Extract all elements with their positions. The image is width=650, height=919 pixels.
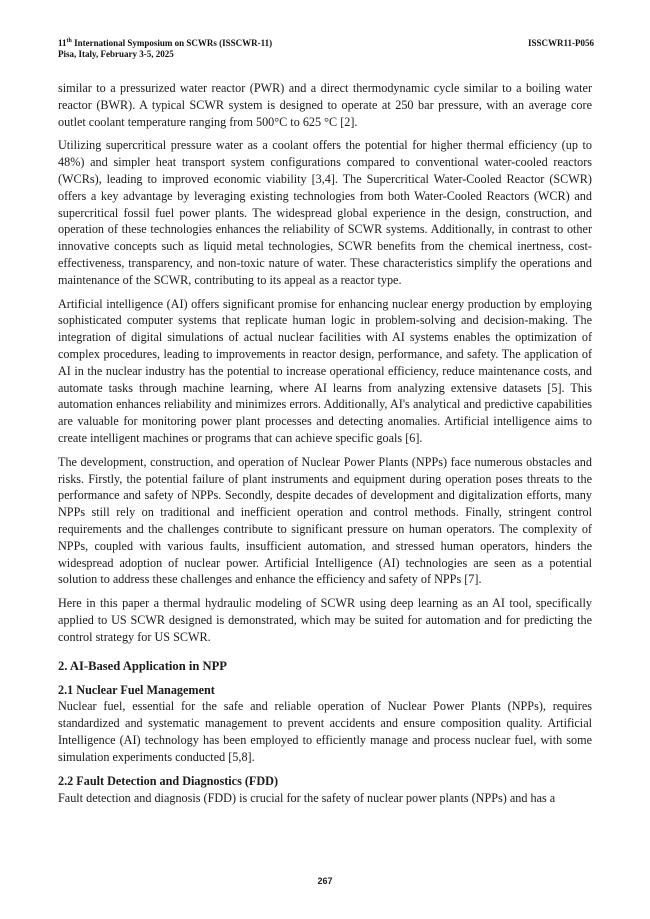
paragraph-paper-scope: Here in this paper a thermal hydraulic modeling of SCWR using deep learning as an AI tool, specifically applied to US SCWR designed is demonstrated, which may be suited for automation and for predicting the control strategy for US SCWR.	[58, 596, 592, 644]
subsection-heading-2-2: 2.2 Fault Detection and Diagnostics (FDD)	[58, 774, 279, 789]
paper-id: ISSCWR11-P056	[527, 38, 594, 48]
running-header-left	[58, 38, 272, 60]
conference-name	[58, 38, 272, 49]
conference-location-date: Pisa, Italy, February 3-5, 2025	[58, 49, 174, 59]
paragraph-fdd: Fault detection and diagnosis (FDD) is crucial for the safety of nuclear power plants (NPPs) and has a	[58, 791, 556, 806]
paragraph-fuel-management: Nuclear fuel, essential for the safe and reliable operation of Nuclear Power Plants (NPPs), requires standardized and systematic management to prevent accidents and ensure composition quality. Artificial Intelligence (AI) technology has been employed to efficiently manage and process nuclear fuel, with some simulation experiments conducted [5,8].	[58, 699, 592, 764]
paragraph-scwr-cycle: similar to a pressurized water reactor (PWR) and a direct thermodynamic cycle similar to a boiling water reactor (BWR). A typical SCWR system is designed to operate at 250 bar pressure, with an average core outlet coolant temperature ranging from 500°C to 625 °C [2].	[58, 81, 592, 129]
paragraph-ai-promise: Artificial intelligence (AI) offers significant promise for enhancing nuclear energy production by employing sophisticated computer systems that replicate human logic in problem-solving and decision-making. The integration of digital simulations of actual nuclear facilities with AI systems enables the optimization of complex procedures, leading to improvements in reactor design, performance, and safety. The application of AI in the nuclear industry has the potential to increase operational efficiency, reduce maintenance costs, and automate tasks through machine learning, where AI learns from analyzing extensive datasets [5]. This automation enhances reliability and minimizes errors. Additionally, AI's analytical and predictive capabilities are valuable for monitoring power plant processes and detecting anomalies. Artificial intelligence aims to create intelligent machines or programs that can achieve specific goals [6].	[58, 296, 592, 445]
paragraph-supercritical-advantages: Utilizing supercritical pressure water as a coolant offers the potential for higher thermal efficiency (up to 48%) and simpler heat transport system configurations compared to conventional water-cooled reactors (WCRs), leading to improved economic viability [3,4]. The Supercritical Water-Cooled Reactor (SCWR) offers a key advantage by leveraging existing technologies from both Water-Cooled Reactors (WCR) and supercritical fossil fuel power plants. The widespread global experience in the design, construction, and operation of these technologies enhances the reliability of SCWR systems. Additionally, in contrast to other innovative concepts such as liquid metal technologies, SCWR benefits from the chemical inertness, cost-effectiveness, transparency, and non-toxic nature of water. These characteristics simplify the operations and maintenance of the SCWR, contributing to its appeal as a reactor type.	[58, 138, 592, 287]
body-text	[58, 80, 592, 814]
subsection-heading-2-1: 2.1 Nuclear Fuel Management	[58, 682, 215, 697]
paragraph-npp-obstacles: The development, construction, and operation of Nuclear Power Plants (NPPs) face numerous obstacles and risks. Firstly, the potential failure of plant instruments and equipment during operation poses threats to the performance and safety of NPPs. Secondly, despite decades of development and digitalization efforts, many NPPs still rely on traditional and inefficient operation and control methods. Finally, stringent control requirements and the challenges contribute to significant pressure on human operators. The complexity of NPPs, coupled with various faults, insufficient automation, and stressed human operators, hinders the widespread adoption of nuclear power. Artificial Intelligence (AI) technologies are seen as a potential solution to address these challenges and enhance the efficiency and safety of NPPs [7].	[58, 454, 592, 587]
section-heading-2: 2. AI-Based Application in NPP	[58, 658, 227, 673]
page-number: 267	[317, 876, 333, 886]
conference-ordinal-suffix: th	[66, 38, 72, 44]
conference-title: International Symposium on SCWRs (ISSCWR-11)	[71, 38, 273, 48]
conference-ordinal: 11	[58, 38, 67, 48]
